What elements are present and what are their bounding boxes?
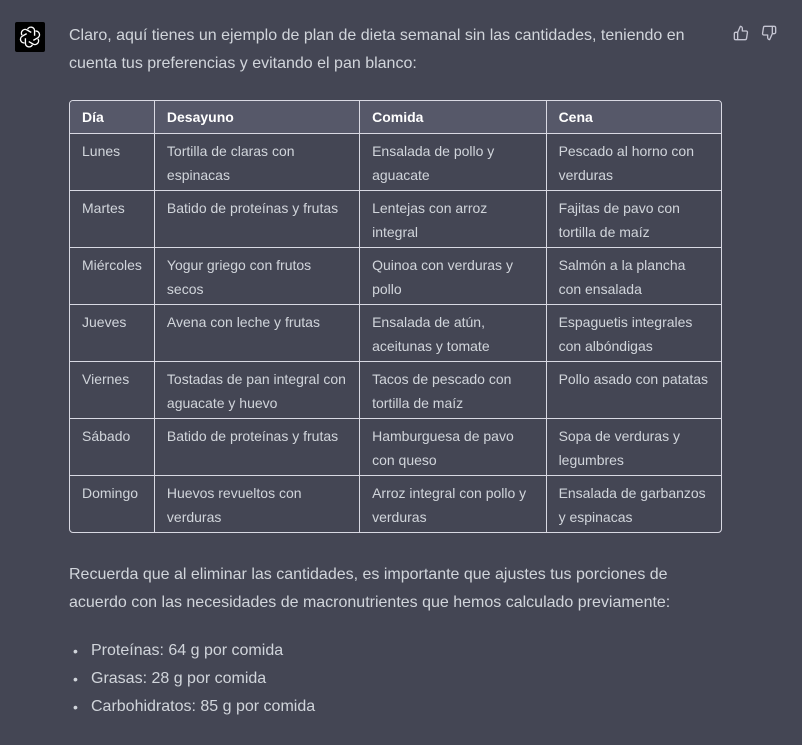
list-item-text: Proteínas: 64 g por comida <box>91 642 284 659</box>
table-cell: Lentejas con arroz integral <box>359 191 545 248</box>
table-cell: Huevos revueltos con verduras <box>154 476 359 532</box>
table-cell: Salmón a la plancha con ensalada <box>546 248 721 305</box>
header-desayuno: Desayuno <box>154 101 359 134</box>
dislike-button[interactable] <box>761 24 777 42</box>
table-cell: Ensalada de garbanzos y espinacas <box>546 476 721 532</box>
table-cell: Jueves <box>70 305 154 362</box>
table-cell: Arroz integral con pollo y verduras <box>359 476 545 532</box>
outro-paragraph: Recuerda que al eliminar las cantidades, es importante que ajustes tus porciones de acuerdo con las necesidades de macronutrientes que hemos calculado previamente: <box>69 566 671 611</box>
intro-paragraph: Claro, aquí tienes un ejemplo de plan de dieta semanal sin las cantidades, teniendo en cuenta tus preferencias y evitando el pan blanco: <box>69 27 685 72</box>
table-cell: Miércoles <box>70 248 154 305</box>
header-comida: Comida <box>359 101 545 134</box>
table-cell: Sábado <box>70 419 154 476</box>
table-row <box>70 305 721 362</box>
list-item <box>69 665 729 693</box>
table-cell: Tostadas de pan integral con aguacate y huevo <box>154 362 359 419</box>
list-item-text: Grasas: 28 g por comida <box>91 670 267 687</box>
table-row <box>70 476 721 532</box>
header-cena: Cena <box>546 101 721 134</box>
table-cell: Fajitas de pavo con tortilla de maíz <box>546 191 721 248</box>
table-row <box>70 248 721 305</box>
thumbs-down-icon <box>761 25 777 41</box>
table-cell: Viernes <box>70 362 154 419</box>
table-cell: Espaguetis integrales con albóndigas <box>546 305 721 362</box>
table-cell: Martes <box>70 191 154 248</box>
table-cell: Tortilla de claras con espinacas <box>154 134 359 191</box>
like-button[interactable] <box>733 24 749 42</box>
table-cell: Pollo asado con patatas <box>546 362 721 419</box>
bullet-icon: • <box>73 671 78 687</box>
table-cell: Quinoa con verduras y pollo <box>359 248 545 305</box>
thumbs-up-icon <box>733 25 749 41</box>
table-cell: Ensalada de atún, aceitunas y tomate <box>359 305 545 362</box>
table-cell: Domingo <box>82 485 139 501</box>
table-row <box>70 191 721 248</box>
table-cell: Pescado al horno con verduras <box>546 134 721 191</box>
list-item <box>69 637 729 665</box>
table-cell: Ensalada de pollo y aguacate <box>359 134 545 191</box>
bullet-icon: • <box>73 699 78 715</box>
diet-plan-table <box>69 100 722 533</box>
table-cell: Avena con leche y frutas <box>154 305 359 362</box>
header-dia: Día <box>70 101 154 134</box>
table-row <box>70 419 721 476</box>
table-cell: Batido de proteínas y frutas <box>154 191 359 248</box>
assistant-message <box>69 22 729 721</box>
table-cell: Hamburguesa de pavo con queso <box>359 419 545 476</box>
table-cell: Sopa de verduras y legumbres <box>546 419 721 476</box>
table-cell: Batido de proteínas y frutas <box>154 419 359 476</box>
assistant-avatar <box>15 22 45 52</box>
openai-logo-icon <box>19 26 41 48</box>
table-header-row <box>70 101 721 134</box>
table-cell: Tacos de pescado con tortilla de maíz <box>359 362 545 419</box>
table-row <box>70 134 721 191</box>
bullet-icon: • <box>73 643 78 659</box>
list-item <box>69 693 729 721</box>
list-item-text: Carbohidratos: 85 g por comida <box>91 698 316 715</box>
table-cell: Yogur griego con frutos secos <box>154 248 359 305</box>
table-cell: Lunes <box>70 134 154 191</box>
macros-list <box>69 637 729 721</box>
feedback-buttons <box>733 24 777 42</box>
table-row <box>70 362 721 419</box>
